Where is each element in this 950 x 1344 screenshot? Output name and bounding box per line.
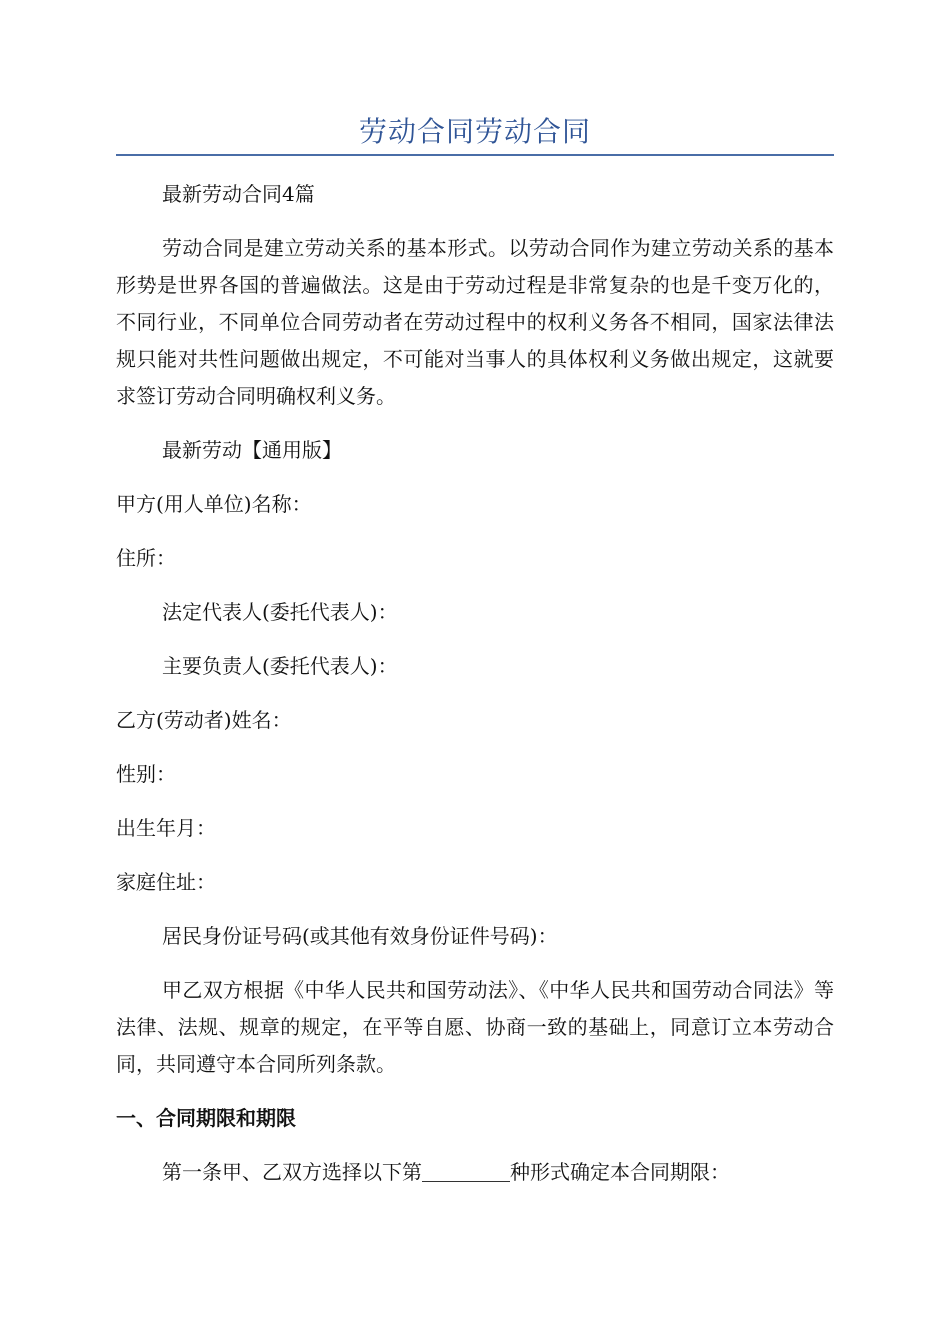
birth-date-field: 出生年月： bbox=[116, 816, 216, 840]
title-bar bbox=[116, 114, 834, 156]
party-b-name-field: 乙方(劳动者)姓名： bbox=[116, 708, 292, 732]
document-body bbox=[116, 176, 834, 1191]
article-1-text-before: 第一条甲、乙双方选择以下第 bbox=[162, 1160, 422, 1184]
agreement-paragraph: 甲乙双方根据《中华人民共和国劳动法》、《中华人民共和国劳动合同法》等法律、法规、规章的规定，在平等自愿、协商一致的基础上，同意订立本劳动合同，共同遵守本合同所列条款。 bbox=[116, 978, 834, 1076]
document-title: 劳动合同劳动合同 bbox=[358, 115, 591, 148]
address-field: 住所： bbox=[116, 546, 176, 570]
gender-field: 性别： bbox=[116, 762, 176, 786]
party-a-name-field: 甲方(用人单位)名称： bbox=[116, 492, 312, 516]
id-number-field: 居民身份证号码(或其他有效身份证件号码)： bbox=[162, 924, 558, 948]
home-address-field: 家庭住址： bbox=[116, 870, 216, 894]
intro-paragraph: 劳动合同是建立劳动关系的基本形式。以劳动合同作为建立劳动关系的基本形势是世界各国的普遍做法。这是由于劳动过程是非常复杂的也是千变万化的，不同行业，不同单位合同劳动者在劳动过程中的权利义务各不相同，国家法律法规只能对共性问题做出规定，不可能对当事人的具体权利义务做出规定，这就要求签订劳动合同明确权利义务。 bbox=[116, 236, 834, 408]
article-1-blank bbox=[422, 1180, 510, 1182]
article-1-text-after: 种形式确定本合同期限： bbox=[510, 1160, 730, 1184]
version-heading: 最新劳动【通用版】 bbox=[162, 438, 342, 462]
principal-field: 主要负责人(委托代表人)： bbox=[162, 654, 398, 678]
section-1-heading: 一、合同期限和期限 bbox=[116, 1106, 296, 1130]
article-1 bbox=[116, 1154, 834, 1191]
subtitle: 最新劳动合同4篇 bbox=[162, 182, 315, 206]
legal-representative-field: 法定代表人(委托代表人)： bbox=[162, 600, 398, 624]
